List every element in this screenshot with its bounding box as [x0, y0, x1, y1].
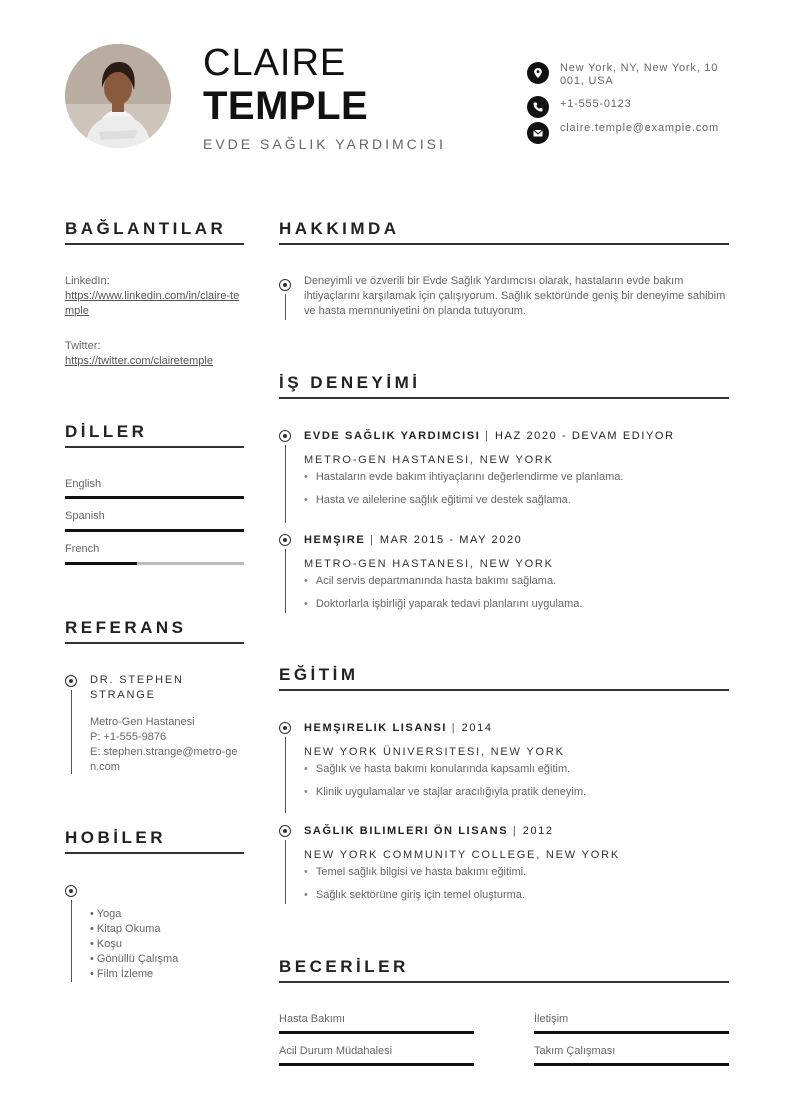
experience-divider	[279, 397, 729, 399]
timeline-line	[71, 900, 72, 982]
reference-email: E: stephen.strange@metro-gen.com	[90, 746, 238, 773]
timeline-dot-icon	[279, 534, 291, 546]
hobby-item: • Gönüllü Çalışma	[90, 953, 179, 965]
language-name: English	[65, 478, 102, 490]
reference-company: Metro-Gen Hastanesi	[90, 716, 195, 728]
timeline-dot-icon	[65, 885, 77, 897]
timeline-line	[285, 445, 286, 523]
timeline-dot-icon	[279, 279, 291, 291]
timeline-dot-icon	[279, 722, 291, 734]
separator: |	[485, 430, 495, 442]
languages-section-title: DİLLER	[65, 422, 148, 441]
education-org: NEW YORK COMMUNITY COLLEGE, NEW YORK	[304, 849, 621, 861]
references-section-title: REFERANS	[65, 618, 187, 637]
timeline-dot-icon	[279, 825, 291, 837]
reference-phone: P: +1-555-9876	[90, 731, 167, 743]
separator: |	[512, 825, 523, 837]
education-bullet: • Sağlık sektörüne giriş için temel oluşturma.	[304, 889, 525, 901]
location-pin-icon	[527, 62, 549, 84]
education-year: 2012	[522, 825, 554, 837]
linkedin-label: LinkedIn:	[65, 275, 110, 287]
skill-bar-fill	[279, 1063, 474, 1066]
job-bullet: • Hastaların evde bakım ihtiyaçlarını değerlendirme ve planlama.	[304, 471, 623, 483]
phone-text[interactable]: +1-555-0123	[560, 98, 632, 110]
hobby-item: • Kitap Okuma	[90, 923, 161, 935]
languages-divider	[65, 446, 244, 448]
links-section-title: BAĞLANTILAR	[65, 219, 227, 238]
education-bullet: • Temel sağlık bilgisi ve hasta bakımı eğitimi.	[304, 866, 526, 878]
location-text: New York, NY, New York, 10001, USA	[560, 62, 719, 87]
linkedin-url[interactable]: https://www.linkedin.com/in/claire-temple	[65, 290, 240, 317]
about-divider	[279, 243, 729, 245]
link-twitter	[65, 339, 245, 369]
language-name: French	[65, 543, 100, 555]
timeline-line	[285, 840, 286, 904]
job-role: EVDE SAĞLIK YARDIMCISI	[304, 430, 481, 442]
hobby-item: • Koşu	[90, 938, 122, 950]
education-bullet: • Sağlık ve hasta bakımı konularında kapsamlı eğitim.	[304, 763, 570, 775]
education-heading	[304, 722, 493, 734]
skill-bar-fill	[534, 1063, 729, 1066]
links-divider	[65, 243, 244, 245]
skill-bar-track	[534, 1031, 729, 1034]
job-heading	[304, 430, 675, 442]
link-linkedin	[65, 274, 245, 319]
hobbies-list	[90, 907, 178, 982]
education-degree: SAĞLIK BILIMLERI ÖN LISANS	[304, 825, 509, 837]
language-bar-fill	[65, 562, 137, 565]
hobbies-divider	[65, 852, 244, 854]
skill-name: Hasta Bakımı	[279, 1013, 346, 1025]
language-bar-fill	[65, 496, 244, 499]
hobby-item: • Yoga	[90, 908, 122, 920]
email-text[interactable]: claire.temple@example.com	[560, 122, 719, 134]
about-text: Deneyimli ve özverili bir Evde Sağlık Yardımcısı olarak, hastaların evde bakım ihtiyaçlarını karşılamak için çalışıyorum. Sağlık sektöründe geniş bir deneyime sahibim ve hasta memnuniyetini ön planda tutuyorum.	[304, 275, 726, 317]
reference-details	[90, 715, 245, 775]
education-heading	[304, 825, 554, 837]
skill-bar-track	[279, 1063, 474, 1066]
first-name: CLAIRE	[203, 42, 347, 84]
hobbies-section-title: HOBİLER	[65, 828, 166, 847]
separator: |	[369, 534, 380, 546]
skills-section-title: BECERİLER	[279, 957, 409, 976]
job-heading	[304, 534, 522, 546]
last-name: TEMPLE	[203, 84, 369, 128]
about-section-title: HAKKIMDA	[279, 219, 400, 238]
skill-name: Acil Durum Müdahalesi	[279, 1045, 393, 1057]
language-name: Spanish	[65, 510, 105, 522]
timeline-line	[71, 690, 72, 774]
timeline-line	[285, 549, 286, 613]
contact-email	[527, 122, 720, 144]
skill-bar-track	[534, 1063, 729, 1066]
skill-bar-track	[279, 1031, 474, 1034]
contact-location	[527, 62, 720, 88]
job-org: METRO-GEN HASTANESI, NEW YORK	[304, 558, 554, 570]
skills-divider	[279, 981, 729, 983]
education-degree: HEMŞIRELIK LISANSI	[304, 722, 448, 734]
skill-bar-fill	[279, 1031, 474, 1034]
timeline-dot-icon	[65, 675, 77, 687]
language-bar-track	[65, 529, 244, 532]
timeline-line	[285, 737, 286, 813]
skill-name: İletişim	[534, 1013, 569, 1025]
job-period: HAZ 2020 - DEVAM EDIYOR	[494, 430, 675, 442]
hobby-item: • Film İzleme	[90, 968, 154, 980]
language-bar-fill	[65, 529, 244, 532]
education-section-title: EĞİTİM	[279, 665, 359, 684]
avatar-photo	[65, 44, 171, 148]
timeline-line	[285, 294, 286, 320]
contact-phone	[527, 96, 720, 118]
timeline-dot-icon	[279, 430, 291, 442]
twitter-label: Twitter:	[65, 340, 101, 352]
language-bar-track	[65, 496, 244, 499]
skill-bar-fill	[534, 1031, 729, 1034]
education-divider	[279, 689, 729, 691]
envelope-icon	[527, 122, 549, 144]
education-org: NEW YORK ÜNIVERSITESI, NEW YORK	[304, 746, 565, 758]
separator: |	[451, 722, 462, 734]
job-bullet: • Hasta ve ailelerine sağlık eğitimi ve destek sağlama.	[304, 494, 571, 506]
education-bullet: • Klinik uygulamalar ve stajlar aracılığıyla pratik deneyim.	[304, 786, 586, 798]
language-bar-track	[65, 562, 244, 565]
skill-name: Takım Çalışması	[534, 1045, 616, 1057]
education-year: 2014	[461, 722, 493, 734]
job-org: METRO-GEN HASTANESI, NEW YORK	[304, 454, 554, 466]
job-period: MAR 2015 - MAY 2020	[379, 534, 523, 546]
job-bullet: • Doktorlarla işbirliği yaparak tedavi planlarını uygulama.	[304, 598, 582, 610]
experience-section-title: İŞ DENEYİMİ	[279, 373, 421, 392]
references-divider	[65, 642, 244, 644]
avatar	[65, 44, 171, 148]
phone-icon	[527, 96, 549, 118]
job-bullet: • Acil servis departmanında hasta bakımı sağlama.	[304, 575, 556, 587]
job-title: EVDE SAĞLIK YARDIMCISI	[203, 136, 446, 152]
reference-name: DR. STEPHEN STRANGE	[90, 674, 184, 701]
job-role: HEMŞIRE	[304, 534, 366, 546]
twitter-url[interactable]: https://twitter.com/clairetemple	[65, 355, 213, 367]
